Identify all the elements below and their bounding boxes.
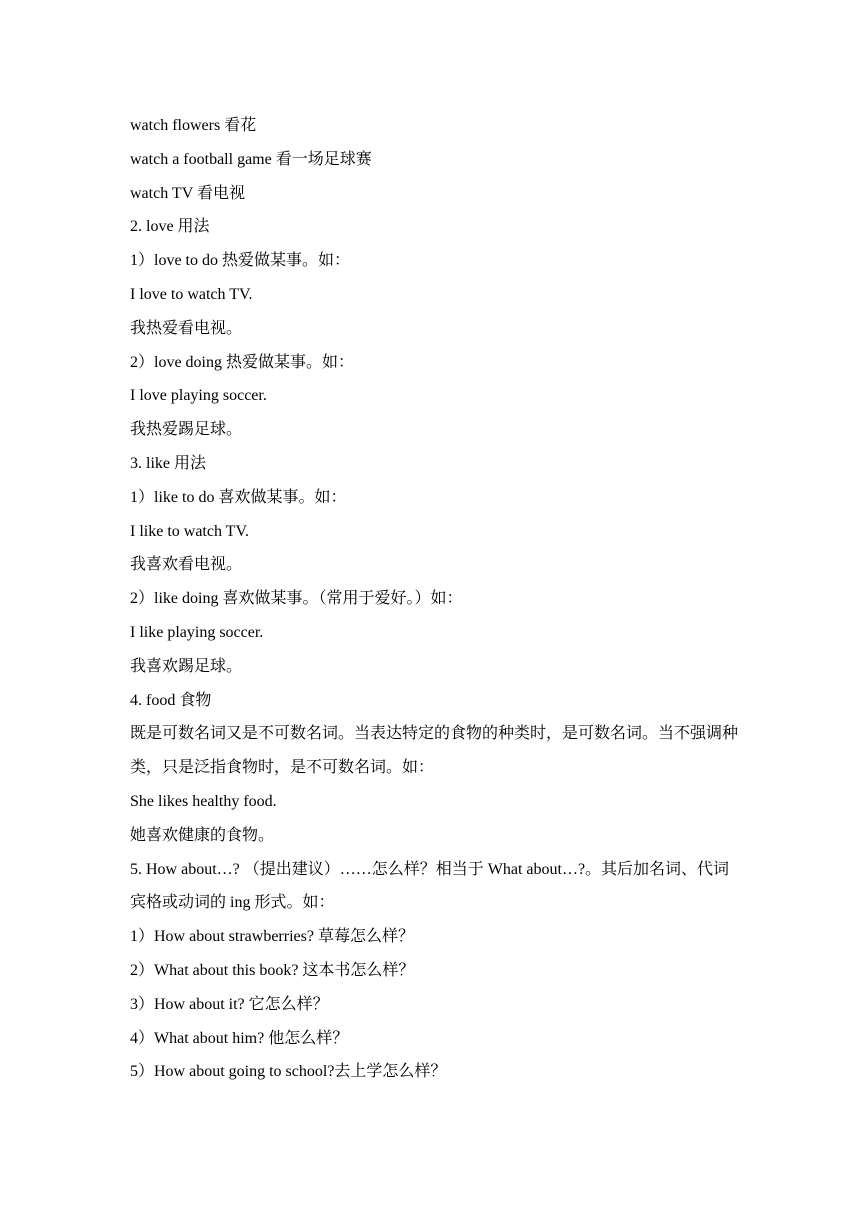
how-about-example-5: 5）How about going to school?去上学怎么样？ <box>130 1063 447 1081</box>
love-usage-2: 2）love doing 热爱做某事。如： <box>130 353 354 371</box>
section-heading-like: 3. like 用法 <box>130 454 206 472</box>
example-translation: 她喜欢健康的食物。 <box>130 826 275 844</box>
example-translation: 我热爱踢足球。 <box>130 421 243 439</box>
example-sentence: I like to watch TV. <box>130 522 249 540</box>
example-translation: 我热爱看电视。 <box>130 319 243 337</box>
vocab-watch-flowers: watch flowers 看花 <box>130 117 257 134</box>
food-explanation: 既是可数名词又是不可数名词。当表达特定的食物的种类时，是可数名词。当不强调种类，只是泛指食物时，是不可数名词。如： <box>130 725 739 777</box>
vocab-watch-football-game: watch a football game 看一场足球赛 <box>130 150 372 168</box>
love-usage-1: 1）love to do 热爱做某事。如： <box>130 252 350 270</box>
document-body <box>130 109 740 1089</box>
section-heading-how-about: 5. How about…? （提出建议）……怎么样？相当于 What about…?。其后加名词、代词宾格或动词的 ing 形式。如： <box>130 860 730 912</box>
like-usage-2: 2）like doing 喜欢做某事。（常用于爱好。）如： <box>130 590 463 608</box>
how-about-example-4: 4）What about him? 他怎么样？ <box>130 1029 349 1047</box>
example-sentence: She likes healthy food. <box>130 792 277 810</box>
example-sentence: I love to watch TV. <box>130 285 253 303</box>
example-sentence: I love playing soccer. <box>130 387 267 405</box>
how-about-example-1: 1）How about strawberries? 草莓怎么样？ <box>130 928 414 946</box>
how-about-example-2: 2）What about this book? 这本书怎么样？ <box>130 961 415 979</box>
section-heading-love: 2. love 用法 <box>130 218 210 236</box>
vocab-watch-tv: watch TV 看电视 <box>130 184 245 202</box>
how-about-example-3: 3）How about it? 它怎么样？ <box>130 995 329 1013</box>
example-translation: 我喜欢看电视。 <box>130 556 243 574</box>
like-usage-1: 1）like to do 喜欢做某事。如： <box>130 488 347 506</box>
section-heading-food: 4. food 食物 <box>130 691 212 709</box>
example-sentence: I like playing soccer. <box>130 623 264 641</box>
example-translation: 我喜欢踢足球。 <box>130 657 243 675</box>
